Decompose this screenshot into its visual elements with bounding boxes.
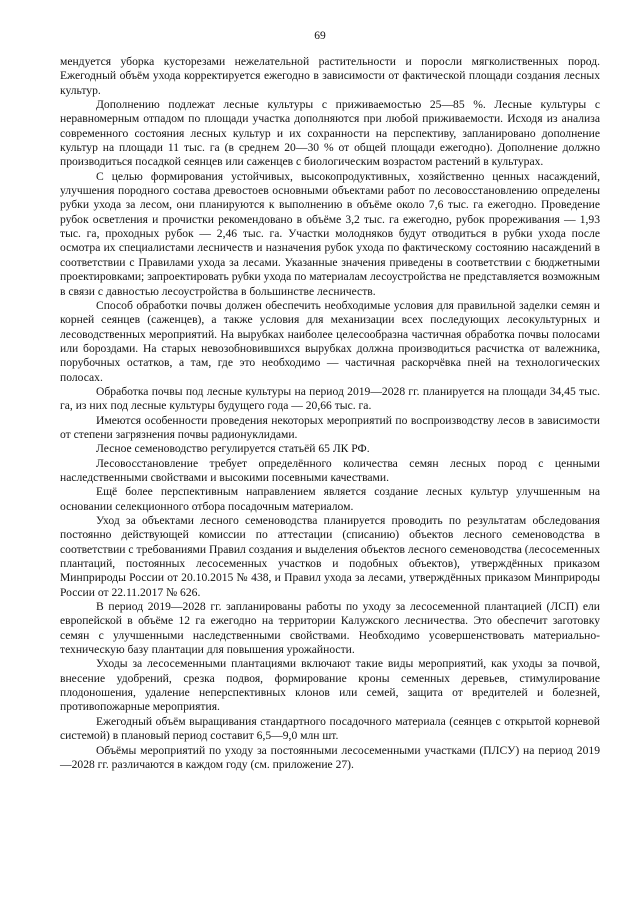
paragraph: Ещё более перспективным направлением является создание лесных культур улучшенным на основании селекционного отбора посадочным материалом. <box>60 485 600 513</box>
paragraph: В период 2019—2028 гг. запланированы работы по уходу за лесосеменной плантацией (ЛСП) ели европейской в объёме 12 га ежегодно на территории Калужского лесничества. Это обеспечит заготовку семян с улучшенными наследственными свойствами. Необходимо усовершенствовать материально-техническую базу плантации для повышения урожайности. <box>60 600 600 657</box>
paragraph: Способ обработки почвы должен обеспечить необходимые условия для правильной заделки семян и корней сеянцев (саженцев), а также условия для механизации всех последующих лесокультурных и лесоводственных мероприятий. На вырубках наиболее целесообразна частичная обработка почвы полосами или бороздами. На старых невозобновившихся вырубках должна производиться расчистка от валежника, порубочных остатков, а там, где это необходимо — частичная раскорчёвка пней на технологических полосах. <box>60 298 600 384</box>
page-number: 69 <box>314 30 326 42</box>
document-body <box>60 55 600 772</box>
paragraph: Лесное семеноводство регулируется статьёй 65 ЛК РФ. <box>96 442 370 456</box>
paragraph: Уходы за лесосеменными плантациями включают такие виды мероприятий, как уходы за почвой, внесение удобрений, срезка подвоя, формирование кроны семенных деревьев, стимулирование плодоношения, удаление неперспективных клонов или семей, защита от вредителей и болезней, противопожарные мероприятия. <box>60 657 600 714</box>
paragraph: С целью формирования устойчивых, высокопродуктивных, хозяйственно ценных насаждений, улучшения породного состава древостоев основными объектами работ по лесовосстановлению определены рубки ухода за лесом, они планируются к выполнению в объёме около 7,6 тыс. га ежегодно. Проведение рубок осветления и прочистки рекомендовано в объёме 3,2 тыс. га ежегодно, рубок прореживания — 1,93 тыс. га, проходных рубок — 2,46 тыс. га. Участки молодняков будут отводиться в рубки ухода после осмотра их специалистами лесничеств и назначения рубок ухода по фактическому состоянию насаждений в соответствии с Правилами ухода за лесами. Указанные значения приведены в соответствии с бюджетными проектировками; запроектировать рубки ухода по материалам лесоустройства не представляется возможным в связи с давностью лесоустройства в большинстве лесничеств. <box>60 169 600 298</box>
paragraph: Объёмы мероприятий по уходу за постоянными лесосеменными участками (ПЛСУ) на период 2019—2028 гг. различаются в каждом году (см. приложение 27). <box>60 743 600 771</box>
paragraph: Дополнению подлежат лесные культуры с приживаемостью 25—85 %. Лесные культуры с неравномерным отпадом по площади участка дополняются при любой приживаемости. Исходя из анализа современного состояния лесных культур и их сохранности на перспективу, запланировано дополнение культур на площади 11 тыс. га (в среднем 20—30 % от общей площади ежегодно). Дополнение должно производиться посадкой сеянцев или саженцев с биологическим возрастом растений в культурах. <box>60 98 600 169</box>
paragraph: Лесовосстановление требует определённого количества семян лесных пород с ценными наследственными свойствами и высокими посевными качествами. <box>60 456 600 484</box>
paragraph: Ежегодный объём выращивания стандартного посадочного материала (сеянцев с открытой корневой системой) в плановый период составит 6,5—9,0 млн шт. <box>60 714 600 743</box>
paragraph: Уход за объектами лесного семеноводства планируется проводить по результатам обследования постоянно действующей комиссии по аттестации (списанию) объектов лесного семеноводства в соответствии с требованиями Правил создания и выделения объектов лесного семеноводства (лесосеменных плантаций, постоянных лесосеменных участков и подобных объектов), утверждённых приказом Минприроды России от 20.10.2015 № 438, и Правил ухода за лесами, утверждённых приказом Минприроды России от 22.11.2017 № 626. <box>60 514 600 599</box>
paragraph: Имеются особенности проведения некоторых мероприятий по воспроизводству лесов в зависимости от степени загрязнения почвы радионуклидами. <box>60 413 600 441</box>
paragraph: мендуется уборка кусторезами нежелательной растительности и поросли мягколиственных пород. Ежегодный объём ухода корректируется ежегодно в зависимости от фактической площади создания лесных культур. <box>60 55 600 97</box>
paragraph: Обработка почвы под лесные культуры на период 2019—2028 гг. планируется на площади 34,45 тыс. га, из них под лесные культуры будущего года — 20,66 тыс. га. <box>60 384 600 413</box>
